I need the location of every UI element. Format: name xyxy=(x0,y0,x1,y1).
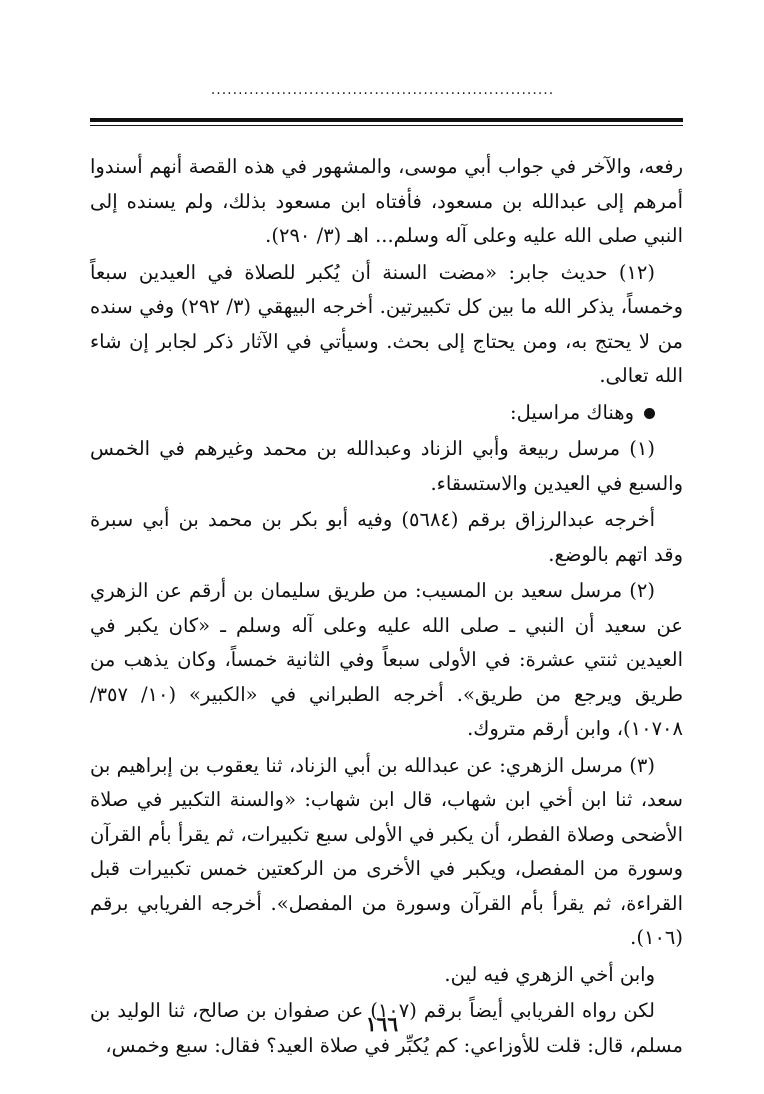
paragraph-7: (٣) مرسل الزهري: عن عبدالله بن أبي الزناد، ثنا يعقوب بن إبراهيم بن سعد، ثنا ابن أخي ابن شهاب، قال ابن شهاب: «والسنة التكبير في صلاة الأضحى وصلاة الفطر، أن يكبر في الأولى سبع تكبيرات، ثم يقرأ بأم القرآن وسورة من المفصل، ويكبر في الأخرى من الركعتين خمس تكبيرات قبل القراءة، ثم يقرأ بأم القرآن وسورة من المفصل». أخرجه الفريابي برقم (١٠٦). xyxy=(90,753,683,949)
paragraph-8: وابن أخي الزهري فيه لين. xyxy=(444,962,655,986)
paragraph-5: أخرجه عبدالرزاق برقم (٥٦٨٤) وفيه أبو بكر بن محمد بن أبي سبرة وقد اتهم بالوضع. xyxy=(90,508,683,566)
page-number: ١٦٦ xyxy=(365,1012,399,1036)
header-rule-thick xyxy=(90,118,683,122)
paragraph-4: (١) مرسل ربيعة وأبي الزناد وعبدالله بن محمد وغيرهم في الخمس والسبع في العيدين والاستسقاء. xyxy=(90,437,683,495)
page-body xyxy=(90,150,683,1065)
paragraph-1: رفعه، والآخر في جواب أبي موسى، والمشهور في هذه القصة أنهم أسندوا أمرهم إلى عبدالله بن مسعود، فأفتاه ابن مسعود بذلك، ولم يسنده إلى النبي صلى الله عليه وعلى آله وسلم... اهـ (٣/ ٢٩٠). xyxy=(90,155,683,247)
header-rule-thin xyxy=(90,125,683,126)
bullet-icon xyxy=(644,408,655,419)
paragraph-3-text: وهناك مراسيل: xyxy=(510,400,634,424)
paragraph-3 xyxy=(90,396,683,431)
paragraph-2: (١٢) حديث جابر: «مضت السنة أن يُكبر للصلاة في العيدين سبعاً وخمساً، يذكر الله ما بين كل تكبيرتين. أخرجه البيهقي (٣/ ٢٩٢) وفي سنده من لا يحتج به، ومن يحتاج إلى بحث. وسيأتي في الآثار ذكر لجابر إن شاء الله تعالى. xyxy=(90,260,683,387)
header-dotted-line: ............................................................... xyxy=(210,82,555,98)
paragraph-9: لكن رواه الفريابي أيضاً برقم (١٠٧) عن صفوان بن صالح، ثنا الوليد بن مسلم، قال: قلت للأوزاعي: كم يُكبِّر في صلاة العيد؟ فقال: سبع وخمس، xyxy=(90,999,683,1057)
paragraph-6: (٢) مرسل سعيد بن المسيب: من طريق سليمان بن أرقم عن الزهري عن سعيد أن النبي ـ صلى الله عليه وعلى آله وسلم ـ «كان يكبر في العيدين ثنتي عشرة: في الأولى سبعاً وفي الثانية خمساً، وكان يذهب من طريق ويرجع من طريق». أخرجه الطبراني في «الكبير» (١٠/ ٣٥٧/ ١٠٧٠٨)، وابن أرقم متروك. xyxy=(90,579,683,740)
